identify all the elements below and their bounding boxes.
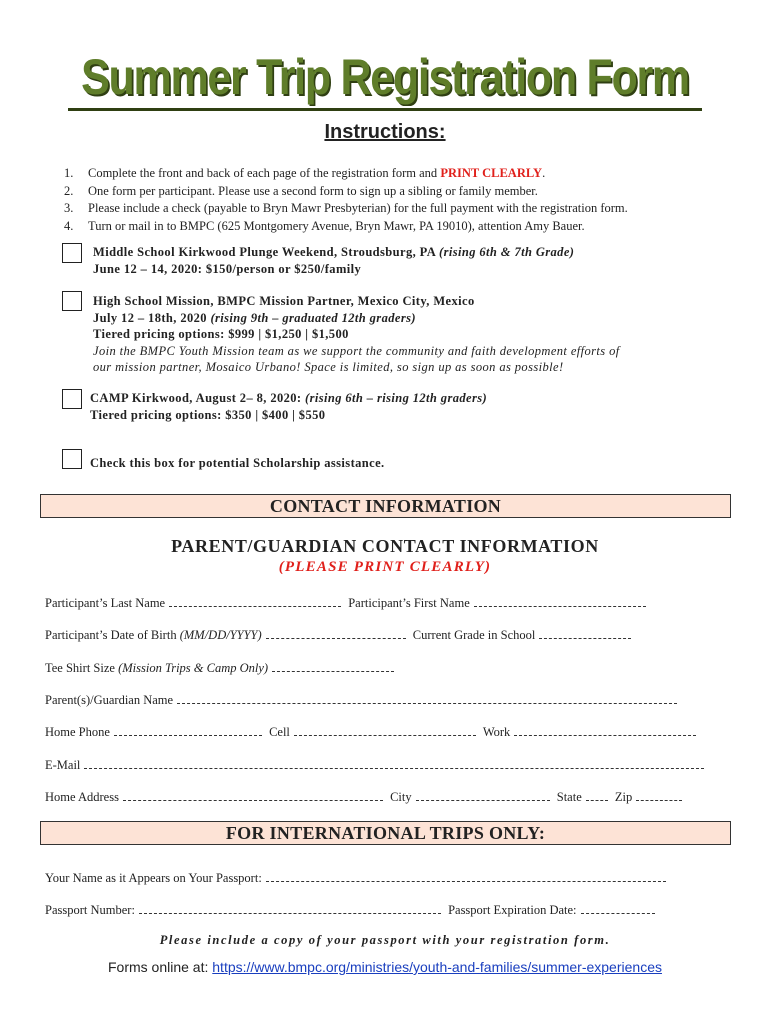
instruction-item <box>64 183 628 201</box>
instruction-number: 3. <box>64 201 74 215</box>
print-clearly-subheading: (PLEASE PRINT CLEARLY) <box>278 559 492 575</box>
instruction-period: . <box>542 166 546 180</box>
dob-format-hint: (MM/DD/YYYY) <box>179 628 262 642</box>
kirkwood-plunge-title: Middle School Kirkwood Plunge Weekend, Stroudsburg, PA <box>93 245 440 259</box>
passport-number-field[interactable] <box>139 901 441 914</box>
forms-online-label: Forms online at: <box>108 959 213 975</box>
tee-shirt-field[interactable] <box>272 659 394 672</box>
guardian-field[interactable] <box>177 691 677 704</box>
zip-field[interactable] <box>636 788 682 801</box>
state-label: State <box>556 790 582 804</box>
guardian-label: Parent(s)/Guardian Name <box>45 693 174 707</box>
scholarship-option <box>90 455 385 472</box>
mexico-mission-grades: (rising 9th – graduated 12th graders) <box>210 310 416 325</box>
city-field[interactable] <box>416 788 550 801</box>
kirkwood-plunge-checkbox[interactable] <box>62 243 82 263</box>
work-field[interactable] <box>514 723 696 736</box>
instructions-list <box>64 165 628 235</box>
camp-kirkwood-option <box>90 390 487 423</box>
passport-copy-note: Please include a copy of your passport with your registration form. <box>159 933 611 947</box>
instruction-text: Please include a check (payable to Bryn Mawr Presbyterian) for the full payment with the registration form. <box>88 201 628 215</box>
kirkwood-plunge-dates-price: June 12 – 14, 2020: $150/person or $250/family <box>93 261 362 276</box>
zip-label: Zip <box>614 790 633 804</box>
passport-number-row <box>45 901 659 918</box>
first-name-label: Participant’s First Name <box>348 596 470 610</box>
name-row <box>45 594 650 611</box>
address-label: Home Address <box>45 790 119 804</box>
mexico-mission-dates: July 12 – 18th, 2020 <box>93 310 211 325</box>
state-field[interactable] <box>586 788 608 801</box>
passport-name-label: Your Name as it Appears on Your Passport: <box>45 871 262 885</box>
dob-field[interactable] <box>266 626 406 639</box>
international-trips-bar: FOR INTERNATIONAL TRIPS ONLY: <box>40 821 731 845</box>
instruction-text: One form per participant. Please use a second form to sign up a sibling or family member. <box>88 183 538 198</box>
email-field[interactable] <box>84 756 704 769</box>
instruction-number: 1. <box>64 166 74 180</box>
camp-kirkwood-checkbox[interactable] <box>62 389 82 409</box>
summer-experiences-link[interactable]: https://www.bmpc.org/ministries/youth-and-families/summer-experiences <box>212 959 662 975</box>
instruction-text: Turn or mail in to BMPC (625 Montgomery Avenue, Bryn Mawr, PA 19010), attention Amy Bauer. <box>88 218 585 233</box>
first-name-field[interactable] <box>474 594 646 607</box>
passport-expiration-label: Passport Expiration Date: <box>448 903 577 917</box>
mexico-mission-checkbox[interactable] <box>62 291 82 311</box>
print-clearly-emphasis: PRINT CLEARLY <box>440 166 543 180</box>
instruction-item <box>64 200 628 218</box>
last-name-label: Participant’s Last Name <box>45 596 166 610</box>
address-field[interactable] <box>123 788 383 801</box>
form-title: Summer Trip Registration Form <box>81 49 689 105</box>
mexico-mission-title: High School Mission, BMPC Mission Partner, Mexico City, Mexico <box>93 294 475 308</box>
instruction-text: Complete the front and back of each page of the registration form and <box>88 166 441 180</box>
cell-field[interactable] <box>294 723 476 736</box>
dob-grade-row <box>45 626 635 643</box>
home-phone-label: Home Phone <box>45 725 110 739</box>
grade-label: Current Grade in School <box>412 628 536 642</box>
cell-label: Cell <box>269 725 290 739</box>
kirkwood-plunge-option <box>93 244 574 277</box>
work-label: Work <box>482 725 511 739</box>
mexico-mission-description: Join the BMPC Youth Mission team as we support the community and faith development efforts of <box>93 343 620 358</box>
email-label: E-Mail <box>45 758 81 772</box>
passport-name-row <box>45 869 670 886</box>
camp-kirkwood-grades: (rising 6th – rising 12th graders) <box>305 391 488 405</box>
kirkwood-plunge-grades: (rising 6th & 7th Grade) <box>439 245 575 259</box>
instruction-number: 2. <box>64 183 74 198</box>
contact-information-bar: CONTACT INFORMATION <box>40 494 731 518</box>
phone-row <box>45 723 700 740</box>
passport-name-field[interactable] <box>266 869 666 882</box>
instruction-item <box>64 218 628 236</box>
forms-online-footer <box>0 959 770 975</box>
parent-guardian-heading: PARENT/GUARDIAN CONTACT INFORMATION <box>171 536 599 556</box>
last-name-field[interactable] <box>169 594 341 607</box>
passport-expiration-field[interactable] <box>581 901 655 914</box>
scholarship-label: Check this box for potential Scholarship assistance. <box>90 456 385 470</box>
scholarship-checkbox[interactable] <box>62 449 82 469</box>
tee-shirt-note: (Mission Trips & Camp Only) <box>118 661 269 675</box>
mexico-mission-pricing: Tiered pricing options: $999 | $1,250 | $1,500 <box>93 327 349 341</box>
mexico-mission-description: our mission partner, Mosaico Urbano! Space is limited, so sign up as soon as possible! <box>93 360 564 374</box>
camp-kirkwood-title: CAMP Kirkwood, August 2– 8, 2020: <box>90 391 306 405</box>
passport-number-label: Passport Number: <box>45 903 135 917</box>
address-row <box>45 788 686 805</box>
title-underline <box>68 108 702 111</box>
home-phone-field[interactable] <box>114 723 262 736</box>
instructions-heading: Instructions: <box>324 121 446 143</box>
instruction-number: 4. <box>64 218 74 233</box>
email-row <box>45 756 708 773</box>
instruction-item <box>64 165 628 183</box>
mexico-mission-option <box>93 293 620 376</box>
tee-shirt-label: Tee Shirt Size <box>45 661 119 675</box>
tee-shirt-row <box>45 659 398 676</box>
camp-kirkwood-pricing: Tiered pricing options: $350 | $400 | $550 <box>90 407 326 422</box>
grade-field[interactable] <box>539 626 631 639</box>
guardian-row <box>45 691 681 708</box>
dob-label: Participant’s Date of Birth <box>45 628 180 642</box>
city-label: City <box>390 790 412 804</box>
